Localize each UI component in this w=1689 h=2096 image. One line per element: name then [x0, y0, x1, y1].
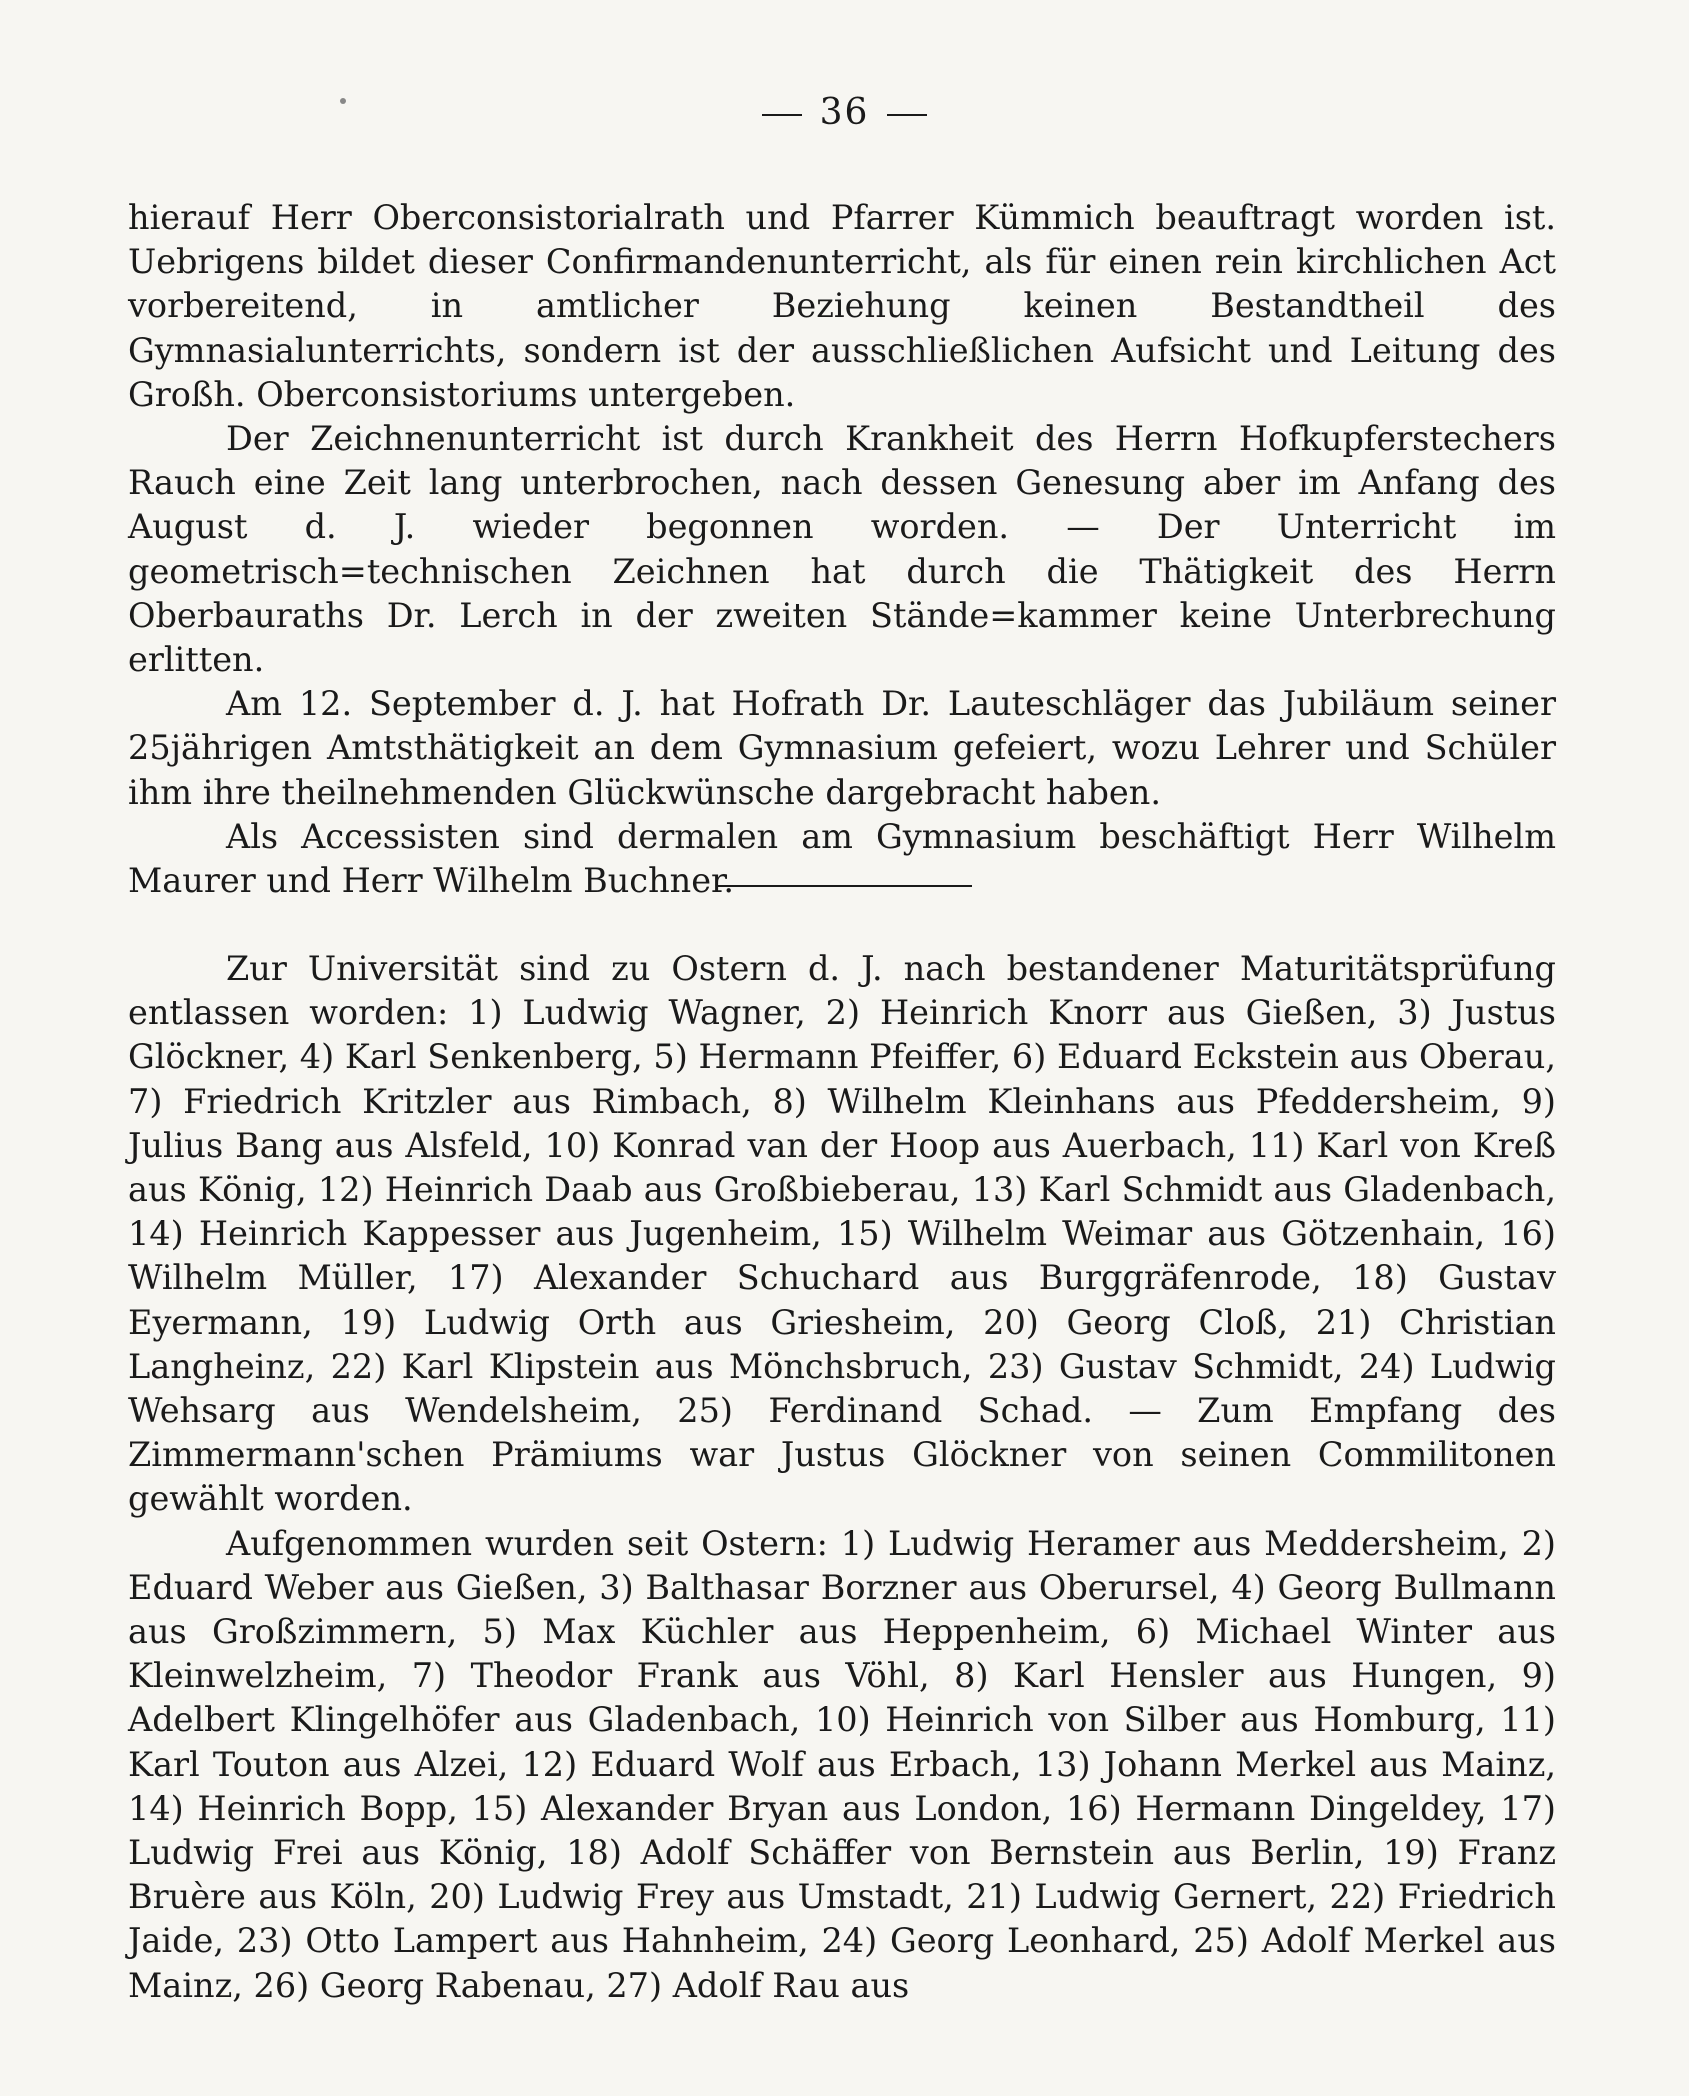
page-number-header [0, 92, 1689, 133]
paragraph-university-dismissals: Zur Universität sind zu Ostern d. J. nach bestandener Maturitätsprüfung entlassen worden: 1) Ludwig Wagner, 2) Heinrich Knorr aus Gießen, 3) Justus Glöckner, 4) Karl Senkenberg, 5) Hermann Pfeiffer, 6) Eduard Eckstein aus Oberau, 7) Friedrich Kritzler aus Rimbach, 8) Wilhelm Kleinhans aus Pfeddersheim, 9) Julius Bang aus Alsfeld, 10) Konrad van der Hoop aus Auerbach, 11) Karl von Kreß aus König, 12) Heinrich Daab aus Großbieberau, 13) Karl Schmidt aus Gladenbach, 14) Heinrich Kappesser aus Jugenheim, 15) Wilhelm Weimar aus Götzenhain, 16) Wilhelm Müller, 17) Alexander Schuchard aus Burggräfenrode, 18) Gustav Eyermann, 19) Ludwig Orth aus Griesheim, 20) Georg Cloß, 21) Christian Langheinz, 22) Karl Klipstein aus Mönchsbruch, 23) Gustav Schmidt, 24) Ludwig Wehsarg aus Wendelsheim, 25) Ferdinand Schad. — Zum Empfang des Zimmermann'schen Prämiums war Justus Glöckner von seinen Commilitonen gewählt worden. [128, 949, 1556, 1519]
page-number: 36 [819, 92, 870, 133]
text-block-after-rule [128, 947, 1556, 2008]
paragraph-jubilee: Am 12. September d. J. hat Hofrath Dr. Lauteschläger das Jubiläum seiner 25jährigen Amtsthätigkeit an dem Gymnasium gefeiert, wozu Lehrer und Schüler ihm ihre theilnehmenden Glückwünsche dargebracht haben. [128, 684, 1556, 812]
section-divider [716, 885, 972, 887]
paragraph-drawing-lessons: Der Zeichnenunterricht ist durch Krankheit des Herrn Hofkupferstechers Rauch eine Zeit lang unterbrochen, nach dessen Genesung aber im Anfang des August d. J. wieder begonnen worden. — Der Unterricht im geometrisch=technischen Zeichnen hat durch die Thätigkeit des Herrn Oberbauraths Dr. Lerch in der zweiten Stände=kammer keine Unterbrechung erlitten. [128, 419, 1556, 680]
right-dash [887, 114, 927, 116]
paragraph-confirmation: hierauf Herr Oberconsistorialrath und Pfarrer Kümmich beauftragt worden ist. Uebrigens bildet dieser Confirmandenunterricht, als für einen rein kirchlichen Act vorbereitend, in amtlicher Beziehung keinen Bestandtheil des Gymnasialunterrichts, sondern ist der ausschließlichen Aufsicht und Leitung des Großh. Oberconsistoriums untergeben. [128, 198, 1556, 414]
paragraph-accessists: Als Accessisten sind dermalen am Gymnasium beschäftigt Herr Wilhelm Maurer und Herr Wilhelm Buchner. [128, 816, 1556, 901]
paragraph-admissions: Aufgenommen wurden seit Ostern: 1) Ludwig Heramer aus Meddersheim, 2) Eduard Weber aus Gießen, 3) Balthasar Borzner aus Oberursel, 4) Georg Bullmann aus Großzimmern, 5) Max Küchler aus Heppenheim, 6) Michael Winter aus Kleinwelzheim, 7) Theodor Frank aus Vöhl, 8) Karl Hensler aus Hungen, 9) Adelbert Klingelhöfer aus Gladenbach, 10) Heinrich von Silber aus Homburg, 11) Karl Touton aus Alzei, 12) Eduard Wolf aus Erbach, 13) Johann Merkel aus Mainz, 14) Heinrich Bopp, 15) Alexander Bryan aus London, 16) Hermann Dingeldey, 17) Ludwig Frei aus König, 18) Adolf Schäffer von Bernstein aus Berlin, 19) Franz Bruère aus Köln, 20) Ludwig Frey aus Umstadt, 21) Ludwig Gernert, 22) Friedrich Jaide, 23) Otto Lampert aus Hahnheim, 24) Georg Leonhard, 25) Adolf Merkel aus Mainz, 26) Georg Rabenau, 27) Adolf Rau aus [128, 1523, 1556, 2005]
text-block-before-rule [128, 196, 1556, 903]
left-dash [762, 114, 802, 116]
